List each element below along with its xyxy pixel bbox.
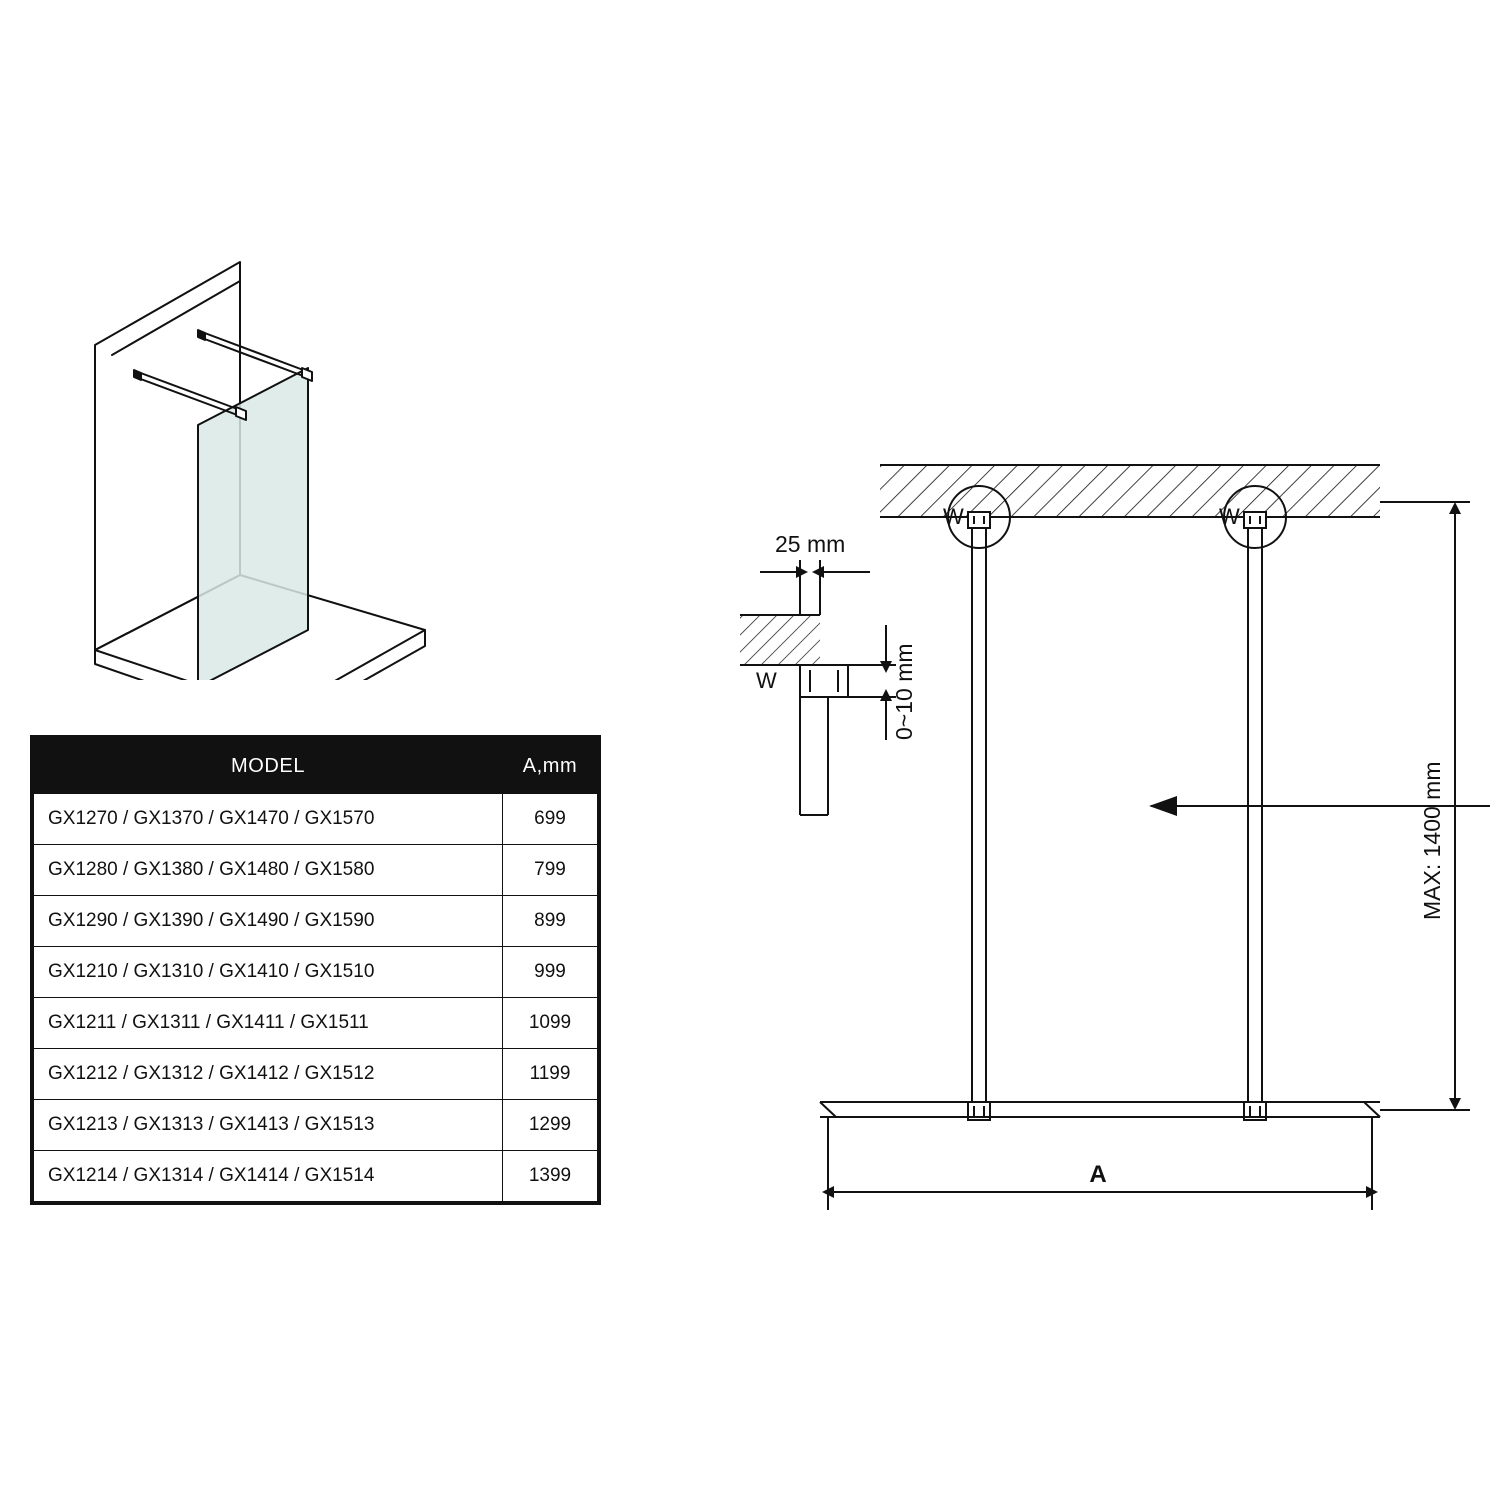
- cell-a-value: 899: [503, 896, 598, 947]
- callout-label-w-right: W: [1219, 504, 1240, 529]
- detail-label-w: W: [756, 668, 777, 693]
- cell-a-value: 1199: [503, 1049, 598, 1100]
- cell-a-value: 699: [503, 794, 598, 845]
- cell-a-value: 1299: [503, 1100, 598, 1151]
- table-row: [34, 1100, 598, 1151]
- cell-model: GX1270 / GX1370 / GX1470 / GX1570: [34, 794, 503, 845]
- table-header-row: [34, 739, 598, 794]
- cell-model: GX1290 / GX1390 / GX1490 / GX1590: [34, 896, 503, 947]
- table-row: [34, 845, 598, 896]
- table-row: [34, 998, 598, 1049]
- dimension-width-a: A: [1089, 1161, 1107, 1188]
- cell-a-value: 999: [503, 947, 598, 998]
- cell-model: GX1280 / GX1380 / GX1480 / GX1580: [34, 845, 503, 896]
- model-dimension-table: [30, 735, 601, 1205]
- technical-drawing: [700, 420, 1490, 1250]
- cell-model: GX1210 / GX1310 / GX1410 / GX1510: [34, 947, 503, 998]
- cell-model: GX1212 / GX1312 / GX1412 / GX1512: [34, 1049, 503, 1100]
- table-row: [34, 896, 598, 947]
- table-header-a: A,mm: [503, 739, 598, 794]
- callout-label-w-left: W: [943, 504, 964, 529]
- cell-a-value: 1099: [503, 998, 598, 1049]
- cell-model: GX1211 / GX1311 / GX1411 / GX1511: [34, 998, 503, 1049]
- table-row: [34, 947, 598, 998]
- isometric-illustration: [80, 250, 500, 680]
- cell-a-value: 799: [503, 845, 598, 896]
- cell-a-value: 1399: [503, 1151, 598, 1202]
- table-row: [34, 1151, 598, 1202]
- table-row: [34, 1049, 598, 1100]
- dimension-gap: 0~10 mm: [891, 643, 917, 740]
- table-row: [34, 794, 598, 845]
- dimension-thickness: 25 mm: [775, 531, 846, 557]
- dimension-max-height: MAX: 1400 mm: [1419, 761, 1445, 920]
- cell-model: GX1213 / GX1313 / GX1413 / GX1513: [34, 1100, 503, 1151]
- table-header-model: MODEL: [34, 739, 503, 794]
- cell-model: GX1214 / GX1314 / GX1414 / GX1514: [34, 1151, 503, 1202]
